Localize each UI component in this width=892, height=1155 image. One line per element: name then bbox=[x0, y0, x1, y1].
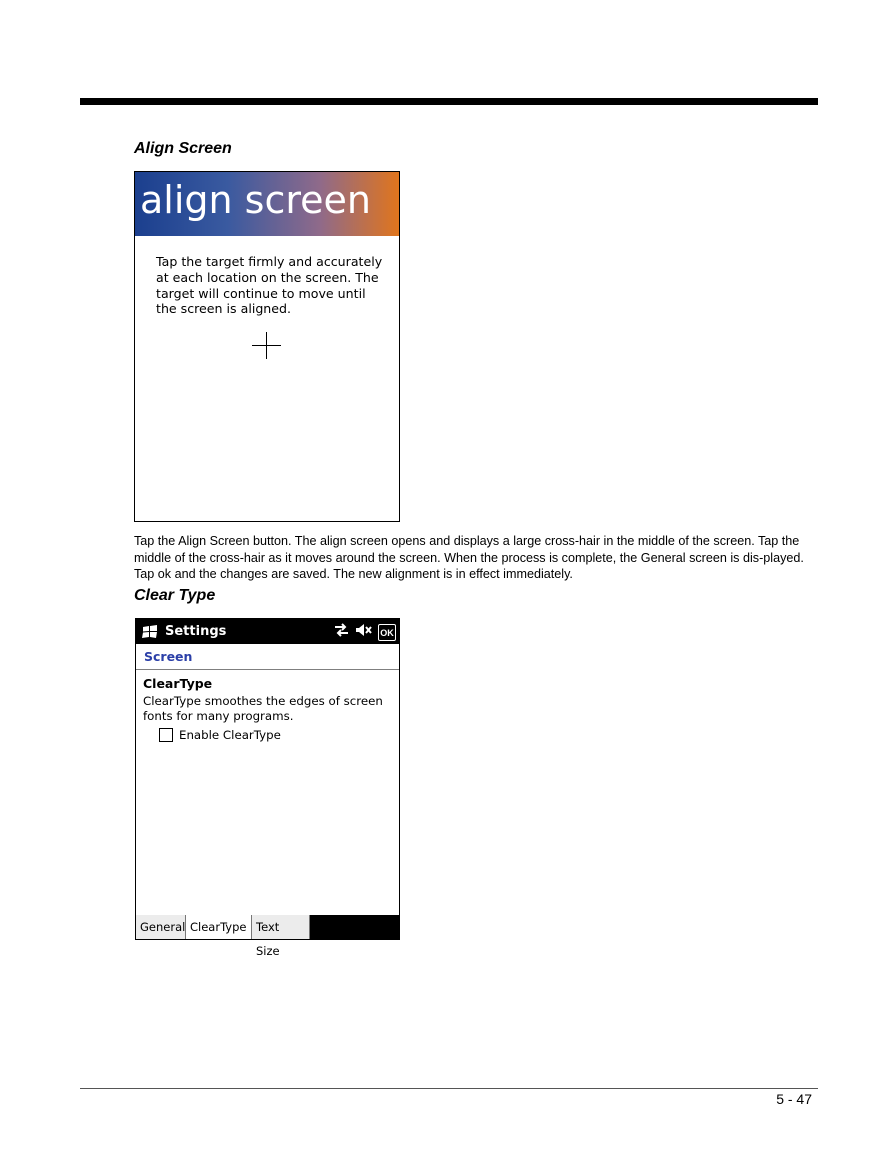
cleartype-description: ClearType smoothes the edges of screen fonts for many programs. bbox=[143, 694, 383, 723]
top-rule bbox=[80, 98, 818, 105]
tab-bar bbox=[136, 915, 399, 958]
windows-start-icon[interactable] bbox=[141, 625, 159, 639]
instruction-line: at each location on the screen. The bbox=[156, 269, 379, 285]
instruction-line: the screen is aligned. bbox=[156, 301, 292, 317]
tab-cleartype[interactable]: ClearType bbox=[186, 915, 252, 939]
align-screen-header: align screen bbox=[135, 172, 399, 236]
bottom-rule bbox=[80, 1088, 818, 1089]
tab-general[interactable]: General bbox=[136, 915, 186, 939]
cleartype-subheading: ClearType bbox=[143, 676, 213, 691]
screen-header: Screen bbox=[136, 644, 399, 670]
speaker-muted-icon[interactable] bbox=[355, 622, 373, 643]
enable-cleartype-row[interactable] bbox=[159, 728, 399, 742]
align-screen-screenshot bbox=[134, 171, 400, 522]
instruction-line: Tap the target firmly and accurately bbox=[156, 254, 383, 269]
cleartype-content bbox=[136, 670, 399, 742]
app-title: Settings bbox=[165, 624, 227, 639]
align-instructions bbox=[156, 254, 384, 317]
page-number: 5 - 47 bbox=[776, 1091, 812, 1107]
body-paragraph: Tap the Align Screen button. The align screen opens and displays a large cross-hair in the middle of the screen. Tap the middle of the cross-hair as it moves around the screen. When the process is complete, the General screen is dis-played. Tap ok and the changes are saved. The new alignment is in effect immediately. bbox=[134, 534, 804, 581]
instruction-line: target will continue to move until bbox=[156, 285, 366, 301]
align-screen-heading: Align Screen bbox=[134, 140, 232, 157]
enable-cleartype-label[interactable]: Enable ClearType bbox=[179, 728, 281, 742]
cleartype-screenshot bbox=[135, 618, 400, 958]
connectivity-icon[interactable] bbox=[333, 622, 350, 643]
clear-type-heading: Clear Type bbox=[134, 587, 216, 604]
crosshair-target-vertical[interactable] bbox=[266, 332, 267, 359]
status-icons bbox=[333, 622, 396, 643]
title-bar bbox=[136, 619, 399, 644]
tab-text-size[interactable]: Text Size bbox=[252, 915, 310, 939]
enable-cleartype-checkbox[interactable] bbox=[159, 728, 173, 742]
ok-button[interactable]: OK bbox=[378, 624, 396, 641]
